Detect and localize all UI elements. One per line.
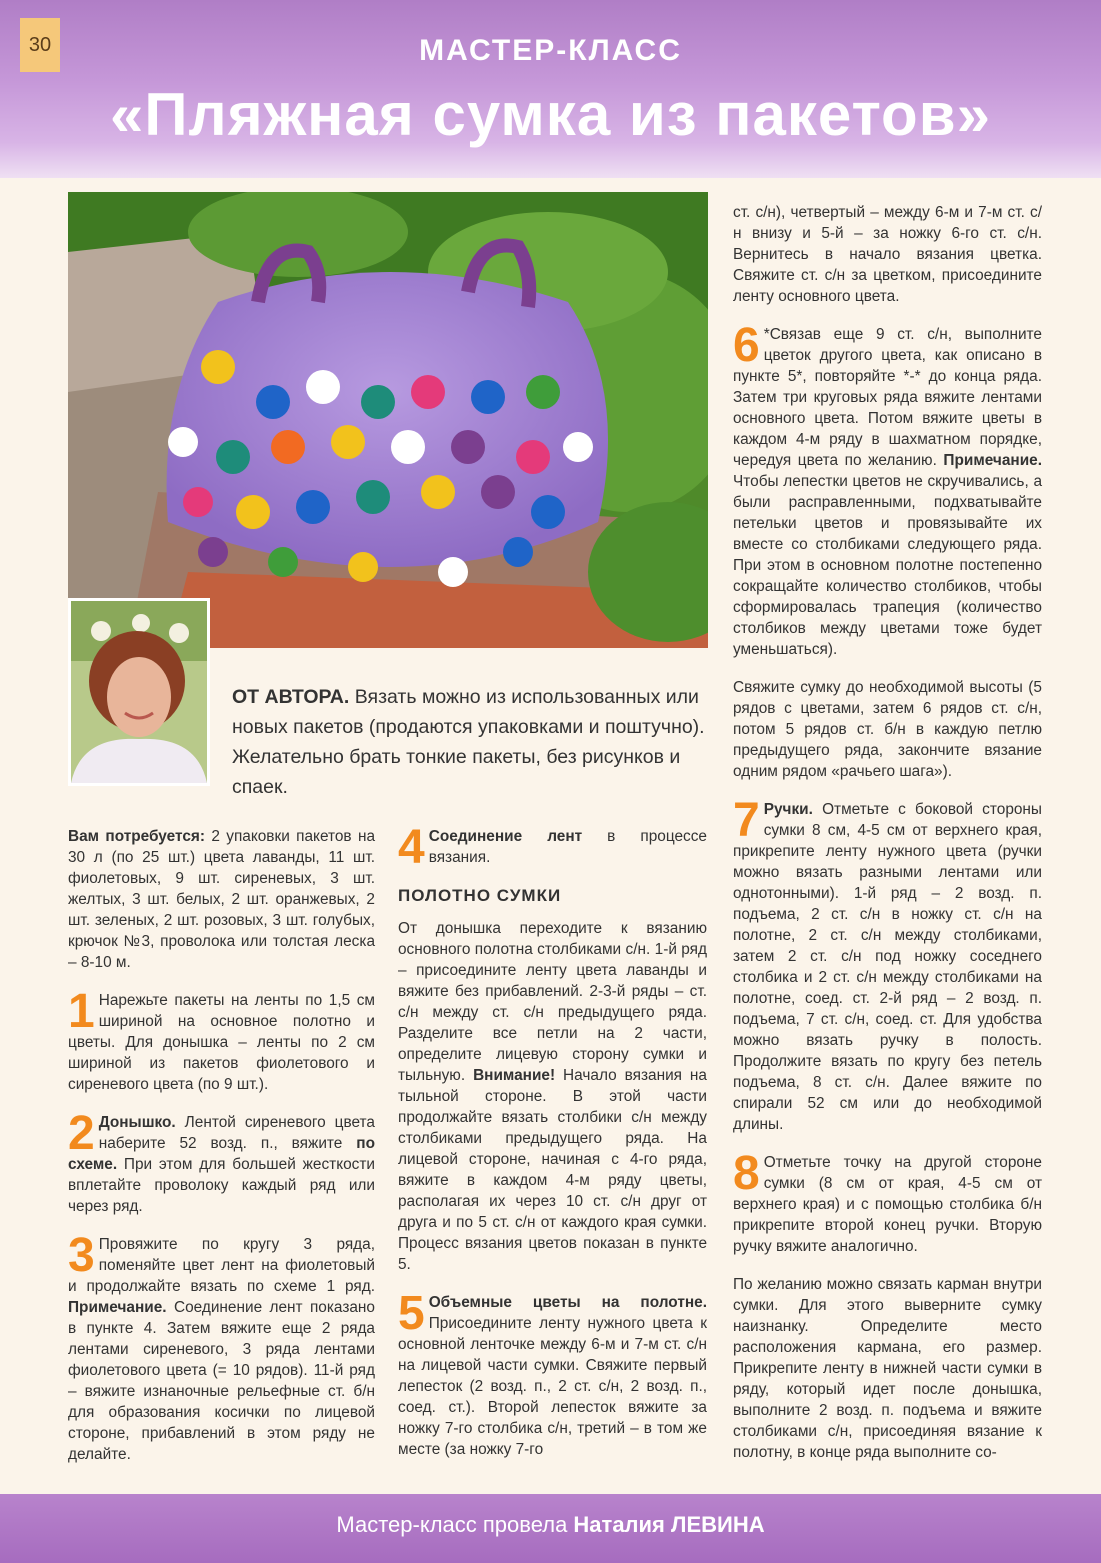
step-1-text: Нарежьте пакеты на ленты по 1,5 см шириной на основное полотно и цветы. Для донышка – ленты по 2 см шириной из пакетов фиолетового и сиреневого цвета (по 9 шт.). <box>68 992 375 1093</box>
materials-text: 2 упаковки пакетов на 30 л (по 25 шт.) цвета лаванды, 11 шт. фиолетовых, 9 шт. сиреневых, 3 шт. желтых, 3 шт. белых, 2 шт. оранжевых, 2 шт. зеленых, 2 шт. розовых, 3 шт. голубых, крючок №3, проволока или толстая леска – 8-10 м. <box>68 828 376 971</box>
step-7 <box>733 794 1042 1135</box>
step-6-note-lead: Примечание. <box>943 452 1042 469</box>
footer-credit <box>0 1512 1101 1538</box>
step-3-note-lead: Примечание. <box>68 1299 167 1316</box>
body-text-c: Начало вязания на тыльной стороне. В этой части продолжайте вязать столбики с/н между столбиками предыдущего ряда. На лицевой стороне, начиная с 4-го ряда, вяжите в каждом 4-м ряду цветы, располагая их через 10 ст. с/н друг от друга и по 5 ст. с/н от каждого края сумки. Процесс вязания цветов показан в пункте 5. <box>398 1067 707 1273</box>
author-note-lead: ОТ АВТОРА. <box>232 686 350 708</box>
page-header <box>0 0 1101 178</box>
continuation-text: ст. с/н), четвертый – между 6-м и 7-м ст. с/н внизу и 5-й – за ножку 6-го ст. с/н. Вернитесь в начало вязания цветка. Свяжите ст. с/н за цветком, присоедините ленту основного цвета. <box>733 204 1042 305</box>
materials-lead: Вам потребуется: <box>68 828 206 845</box>
author-photo-image <box>71 601 207 783</box>
step-4-text: в процессе вязания. <box>428 828 707 866</box>
column-2 <box>398 821 707 1477</box>
step-number-1: 1 <box>68 985 95 1038</box>
step-6 <box>733 319 1042 660</box>
page-footer <box>0 1494 1101 1563</box>
author-note-text: Вязать можно из использованных или новых пакетов (продаются упаковками и поштучно). Желательно брать тонкие пакеты, без рисунков и спаек. <box>232 686 705 798</box>
pocket-paragraph: По желанию можно связать карман внутри сумки. Для этого выверните сумку наизнанку. Определите место расположения кармана, его размер. Прикрепите ленту в нижней части сумки в ряду, который идет после донышка, выполните 2 возд. п. подъема и вяжите столбиками с/н, присоединяя вязание к полотну, в конце ряда выполните со- <box>733 1276 1042 1461</box>
body-attention: Внимание! <box>473 1067 556 1084</box>
section-title: ПОЛОТНО СУМКИ <box>398 886 562 905</box>
step-5-text: Присоедините ленту нужного цвета к основной ленточке между 6-м и 7-м ст. с/н на лицевой части сумки. Свяжите первый лепесток (2 возд. п., 2 ст. с/н, 2 возд. п., соед. ст.). Второй лепесток вяжите за ножку 7-го столбика с/н, третий – в том же месте (за ножку 7-го <box>398 1315 707 1458</box>
footer-prefix: Мастер-класс провела <box>336 1512 574 1537</box>
step-3-text-a: Провяжите по кругу 3 ряда, поменяйте цвет лент на фиолетовый и продолжайте вязать по схеме 1 ряд. <box>68 1236 375 1295</box>
step-2-text-b: по схеме. <box>68 1135 375 1173</box>
column-1 <box>68 826 375 1482</box>
height-paragraph: Свяжите сумку до необходимой высоты (5 рядов с цветами, затем 6 рядов ст. с/н, потом 5 рядов ст. б/н в каждую петлю предыдущего ряда, закончите вязание одним рядом «рачьего шага»). <box>733 679 1042 780</box>
kicker: МАСТЕР-КЛАСС <box>419 34 682 67</box>
materials <box>68 826 375 973</box>
step-7-text: Отметьте с боковой стороны сумки 8 см, 4-5 см от верхнего края, прикрепите ленту нужного цвета (ручки можно вязать разными лентами или однотонными). 1-й ряд – 2 возд. п. подъема, 2 ст. с/н в ножку ст. с/н на полотне, 2 ст. с/н между столбиками, затем 2 ст. с/н под ножку соседнего столбика и 2 ст. с/н между столбиками на полотне, соед. ст. 2-й ряд – 2 возд. п. подъема, 7 ст. с/н, соед. ст. Для удобства можно вязать ручку в полость. Продолжите вязать по кругу без петель подъема, 8 ст. с/н. Далее вяжите по спирали 52 см или до необходимой длины. <box>733 801 1042 1133</box>
bag-photo-image <box>68 192 708 648</box>
step-number-5: 5 <box>398 1287 425 1340</box>
author-portrait <box>68 598 210 786</box>
step-8 <box>733 1147 1042 1257</box>
step-2-text-a: Лентой сиреневого цвета наберите 52 возд. п., вяжите <box>98 1114 375 1152</box>
step-8-text: Отметьте точку на другой стороне сумки (8 см от края, 4-5 см от верхнего края) и с помощью столбика б/н прикрепите второй конец ручки. Вторую ручку вяжите аналогично. <box>733 1154 1042 1255</box>
step-4 <box>398 821 707 874</box>
page-number: 30 <box>20 18 60 72</box>
step-6-text-a: *Связав еще 9 ст. с/н, выполните цветок другого цвета, как описано в пункте 5*, повторяйте *-* до конца ряда. Затем три круговых ряда вяжите лентами основного цвета. Потом вяжите цветы в каждом 4-м ряду в шахматном порядке, чередуя цвета по желанию. <box>733 326 1042 469</box>
column-3 <box>733 202 1042 1480</box>
step-6-text-c: Чтобы лепестки цветов не скручивались, а были расправленными, подхватывайте петельки цветов и провязывайте их вместе со столбиками следующего ряда. При этом в основном полотне постепенно сокращайте количество столбиков, чтобы сформировалась трапеция (количество столбиков между цветами тоже будет уменьшаться). <box>733 473 1042 658</box>
step-number-6: 6 <box>733 319 760 372</box>
footer-author-name: Наталия ЛЕВИНА <box>573 1512 765 1537</box>
step-3 <box>68 1229 375 1465</box>
page-title: «Пляжная сумка из пакетов» <box>110 81 991 148</box>
step-number-3: 3 <box>68 1229 95 1282</box>
body-text-a: От донышка переходите к вязанию основного полотна столбиками с/н. 1-й ряд – присоедините ленту цвета лаванды и вяжите без прибавлений. 2-3-й ряды – ст. с/н между ст. с/н предыдущего ряда. Разделите все петли на 2 части, определите лицевую сторону сумки и тыльную. <box>398 920 707 1084</box>
step-3-text-c: Соединение лент показано в пункте 4. Затем вяжите еще 2 ряда лентами сиреневого, 3 ряда лентами фиолетового цвета (= 10 рядов). 11-й ряд – вяжите изнаночные рельефные ст. б/н для образования косички по лицевой стороне, прибавлений в этом ряду не делайте. <box>68 1299 375 1463</box>
author-note <box>232 682 708 802</box>
bag-photo <box>68 192 708 648</box>
step-1 <box>68 985 375 1095</box>
step-5 <box>398 1287 707 1460</box>
body-text <box>398 918 707 1275</box>
step-number-7: 7 <box>733 794 760 847</box>
step-4-lead: Соединение лент <box>428 828 583 845</box>
step-7-lead: Ручки. <box>763 801 813 818</box>
step-2-lead: Донышко. <box>98 1114 176 1131</box>
step-number-2: 2 <box>68 1107 95 1160</box>
step-number-4: 4 <box>398 821 425 874</box>
step-2-text-c: При этом для большей жесткости вплетайте проволоку каждый ряд или через ряд. <box>68 1156 375 1215</box>
step-5-lead: Объемные цветы на полотне. <box>428 1294 707 1311</box>
step-2 <box>68 1107 375 1217</box>
step-number-8: 8 <box>733 1147 760 1200</box>
